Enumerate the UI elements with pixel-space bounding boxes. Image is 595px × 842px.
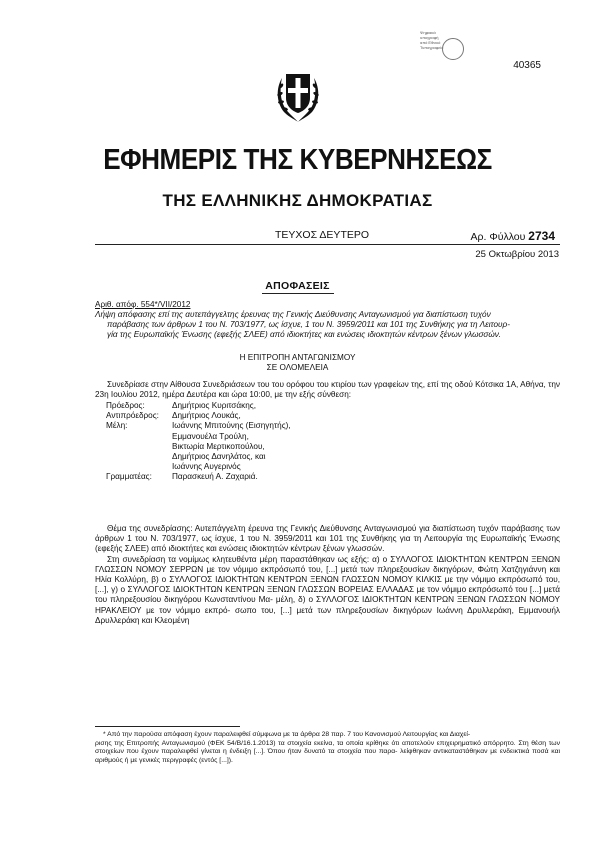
greek-coat-of-arms-icon <box>272 62 324 124</box>
footnote-line: * Από την παρούσα απόφαση έχουν παραλειφθεί σύμφωνα με τα άρθρα 28 παρ. 7 του Κανονισμού Λειτουργίας και Διαχεί- <box>103 731 471 738</box>
footnote-divider <box>95 726 240 727</box>
member-name: Δημήτριος Κυριτσάκης, <box>172 401 256 410</box>
role-label: Πρόεδρος: <box>106 401 145 410</box>
digital-signature-stamp <box>420 30 468 68</box>
role-label: Μέλη: <box>106 421 128 431</box>
stamp-line: Τυπογραφείο <box>420 45 444 50</box>
gazette-subtitle: ΤΗΣ ΕΛΛΗΝΙΚΗΣ ΔΗΜΟΚΡΑΤΙΑΣ <box>162 191 433 210</box>
footnote-line: ρισης της Επιτροπής Ανταγωνισμού (ΦΕΚ 54/Β/16.1.2013) τα στοιχεία εκείνα, τα οποία κρίθηκε ότι αποτελούν επιχειρηματικό <box>95 739 481 747</box>
footnote-line: λείφθηκαν αντικαταστάθηκαν με ενδεικτικά ποσά και αριθμούς ή με γενικές περιγραφές (εντός [...]). <box>95 748 561 764</box>
section-heading: ΑΠΟΦΑΣΕΙΣ <box>265 280 330 292</box>
footnote-line: απόρρητο. Στη θέση των στοιχείων που έχουν παραλειφθεί γίνεται η ένδειξη [...]. Όπου ήταν δυνατό τα στοιχεία που παρα- <box>95 739 560 756</box>
member-name: Βικτωρία Μερτικοπούλου, <box>172 441 265 451</box>
sheet-info <box>471 229 555 243</box>
stamp-line: από Εθνικό <box>420 40 441 45</box>
session-line: 1Α, Αθήνα, την 23η Ιουλίου 2012, ημέρα Δευτέρα και ώρα 10:00, με την εξής σύνθεση: <box>95 380 561 400</box>
present-line: ΝΟΜΟΥ ΚΙΛΚΙΣ με την νόμιμο εκπρόσωπό του, [...], γ) ο ΣΥΛΛΟΓΟΣ ΙΔΙΟΚΤΗΤΩΝ ΚΕΝΤΡΩΝ ΞΕΝΩΝ ΓΛΩΣΣΩΝ <box>95 575 560 595</box>
present-line: ΒΟΡΕΙΑΣ ΕΛΛΑΔΑΣ με τον νόμιμο εκπρόσωπό του [...] μετά του πληρεξουσίου δικηγόρου Κωνσταντίνου Μα- <box>95 585 560 605</box>
present-line: σωπο του, [...] μετά των πληρεξουσίων δικηγόρων Ιωάννη Δρυλλεράκη, Εμμανουήλ Δρυλλεράκη και Κλεομένη <box>95 605 560 625</box>
role-label: Αντιπρόεδρος: <box>106 411 159 421</box>
issue-date: 25 Οκτωβρίου 2013 <box>475 249 559 260</box>
decision-number: Αριθ. απόφ. 554*/VII/2012 <box>95 300 191 309</box>
topic-line: της Ευρωπαϊκής Ένωσης (εφεξής ΣΛΕΕ) από ιδιοκτήτες και ενώσεις ιδιοκτητών κέντρων ξένων γλωσσών. <box>95 534 560 554</box>
sheet-label: Αρ. Φύλλου <box>470 231 526 243</box>
committee-heading <box>0 353 595 373</box>
gazette-title: ΕΦΗΜΕΡΙΣ ΤΗΣ ΚΥΒΕΡΝΗΣΕΩΣ <box>103 144 492 176</box>
subject-line: παράβασης των άρθρων 1 του Ν. 703/1977, ως ίσχυε, 1 του Ν. 3959/2011 και 101 της Συνθήκης για τη Λειτουρ- <box>107 320 510 330</box>
present-line: ΚΕΝΤΡΩΝ ΞΕΝΩΝ ΓΛΩΣΣΩΝ ΝΟΜΟΥ ΣΕΡΡΩΝ με τον νόμιμο εκπρόσωπό του, [...] μετά των πληρεξουσίων <box>95 554 561 574</box>
stamp-seal-icon <box>442 38 464 60</box>
member-name: Δημήτριος Λουκάς, <box>172 411 241 421</box>
section-underline <box>262 293 334 294</box>
footnote <box>95 731 560 765</box>
sheet-number: 2734 <box>528 229 555 243</box>
committee-line: ΣΕ ΟΛΟΜΕΛΕΙΑ <box>266 363 329 373</box>
subject-line: Λήψη απόφασης επί της αυτεπάγγελτης έρευνας της Γενικής Διεύθυνσης Ανταγωνισμού για διαπίστωση τυχόν <box>95 310 491 319</box>
session-paragraph <box>95 380 560 400</box>
stamp-line: Ψηφιακά <box>420 30 436 35</box>
member-name: Ιωάννης Μπιτούνης (Εισηγητής), <box>172 421 291 431</box>
stamp-line: υπογραφή <box>420 35 439 40</box>
body-paragraph <box>95 524 560 626</box>
topic-line: Θέμα της συνεδρίασης: Αυτεπάγγελτη έρευνα της Γενικής Διεύθυνσης Ανταγωνισμού για διαπίστωση τυχόν <box>107 524 499 533</box>
member-name: Ιωάννης Αυγερινός <box>172 462 241 472</box>
present-line: δικηγόρων, Φώτη Χατζηγιάννη και Ηλία Κολλύρη, β) ο ΣΥΛΛΟΓΟΣ ΙΔΙΟΚΤΗΤΩΝ ΚΕΝΤΡΩΝ ΞΕΝΩΝ ΓΛΩΣΣΩΝ <box>95 564 560 585</box>
committee-line: Η ΕΠΙΤΡΟΠΗ ΑΝΤΑΓΩΝΙΣΜΟΥ <box>239 353 356 362</box>
role-label: Γραμματέας: <box>106 472 152 482</box>
decision-subject <box>95 310 560 341</box>
topic-line: παράβασης των άρθρων 1 του Ν. 703/1977, ως ίσχυε, 1 του Ν. 3959/2011 και 101 της Συνθήκης για τη Λειτουργία <box>95 524 560 544</box>
subject-line: γία της Ευρωπαϊκής Ένωσης (εφεξής ΣΛΕΕ) από ιδιοκτήτες και ενώσεις ιδιοκτητών κέντρων ξένων γλωσσών. <box>107 330 502 340</box>
present-line: Στη συνεδρίαση τα νομίμως κλητευθέντα μέρη παραστάθηκαν ως εξής: α) ο ΣΥΛΛΟΓΟΣ ΙΔΙΟΚΤΗΤΩΝ <box>107 554 486 564</box>
volume-label: ΤΕΥΧΟΣ ΔΕΥΤΕΡΟ <box>275 229 370 241</box>
header-divider <box>95 244 560 245</box>
present-line: μέλη, δ) ο ΣΥΛΛΟΓΟΣ ΙΔΙΟΚΤΗΤΩΝ ΚΕΝΤΡΩΝ ΞΕΝΩΝ ΓΛΩΣΣΩΝ ΝΟΜΟΥ ΗΡΑΚΛΕΙΟΥ με τον νόμιμο εκπρό- <box>95 595 560 615</box>
member-name: Δημήτριος Δανηλάτος, και <box>172 451 266 461</box>
member-name: Εμμανουέλα Τρούλη, <box>172 431 249 441</box>
page-code: 40365 <box>513 60 541 71</box>
session-line: Συνεδρίασε στην Αίθουσα Συνεδριάσεων του του ορόφου του κτιρίου των γραφείων της, επί της οδού Κότσικα <box>107 380 504 389</box>
member-name: Παρασκευή Α. Ζαχαριά. <box>172 472 258 482</box>
